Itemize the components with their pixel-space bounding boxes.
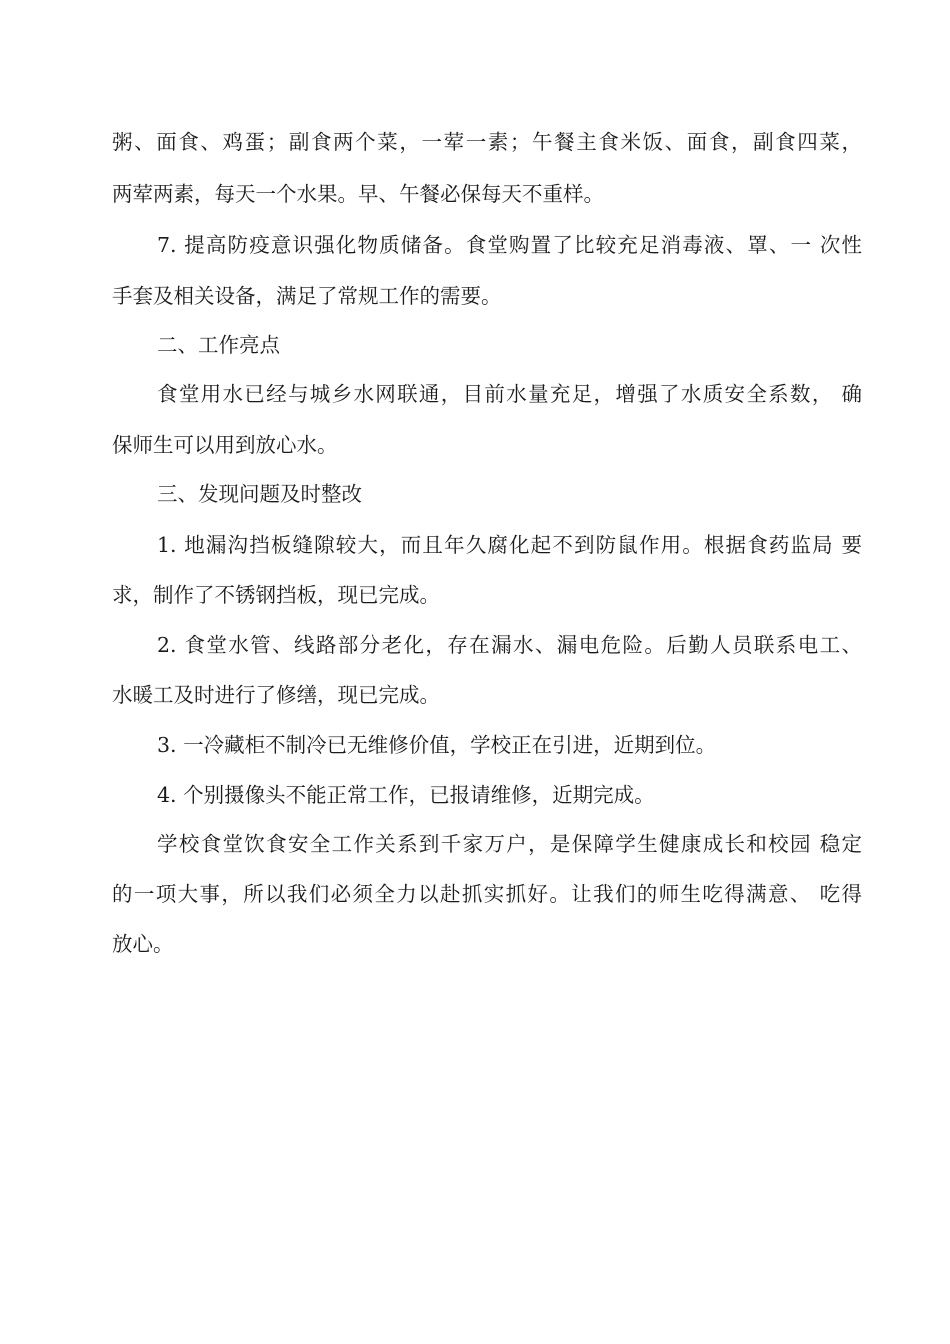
text-line: 3. 一冷藏柜不制冷已无维修价值，学校正在引进，近期到位。 <box>157 733 717 757</box>
text-line: 2. 食堂水管、线路部分老化，存在漏水、漏电危险。后勤人员联系电工、 <box>157 633 862 657</box>
section-heading: 二、工作亮点 <box>157 333 280 357</box>
text-line: 7. 提高防疫意识强化物质储备。食堂购置了比较充足消毒液、罩、一 次性 <box>157 233 862 257</box>
section-heading: 三、发现问题及时整改 <box>157 482 362 506</box>
text-line: 学校食堂饮食安全工作关系到千家万户，是保障学生健康成长和校园 稳定 <box>157 832 862 856</box>
text-line: 粥、面食、鸡蛋；副食两个菜，一荤一素；午餐主食米饭、面食，副食四菜， <box>112 130 862 154</box>
text-line: 求，制作了不锈钢挡板，现已完成。 <box>112 583 440 607</box>
text-line: 1. 地漏沟挡板缝隙较大，而且年久腐化起不到防鼠作用。根据食药监局 要 <box>157 533 862 557</box>
text-line: 食堂用水已经与城乡水网联通，目前水量充足，增强了水质安全系数， 确 <box>157 382 862 406</box>
text-line: 放心。 <box>112 932 174 956</box>
text-line: 手套及相关设备，满足了常规工作的需要。 <box>112 284 502 308</box>
text-line: 两荤两素，每天一个水果。早、午餐必保每天不重样。 <box>112 182 604 206</box>
text-line: 的一项大事，所以我们必须全力以赴抓实抓好。让我们的师生吃得满意、 吃得 <box>112 882 862 906</box>
text-line: 保师生可以用到放心水。 <box>112 433 338 457</box>
text-line: 水暖工及时进行了修缮，现已完成。 <box>112 683 440 707</box>
text-line: 4. 个别摄像头不能正常工作，已报请维修，近期完成。 <box>157 783 655 807</box>
